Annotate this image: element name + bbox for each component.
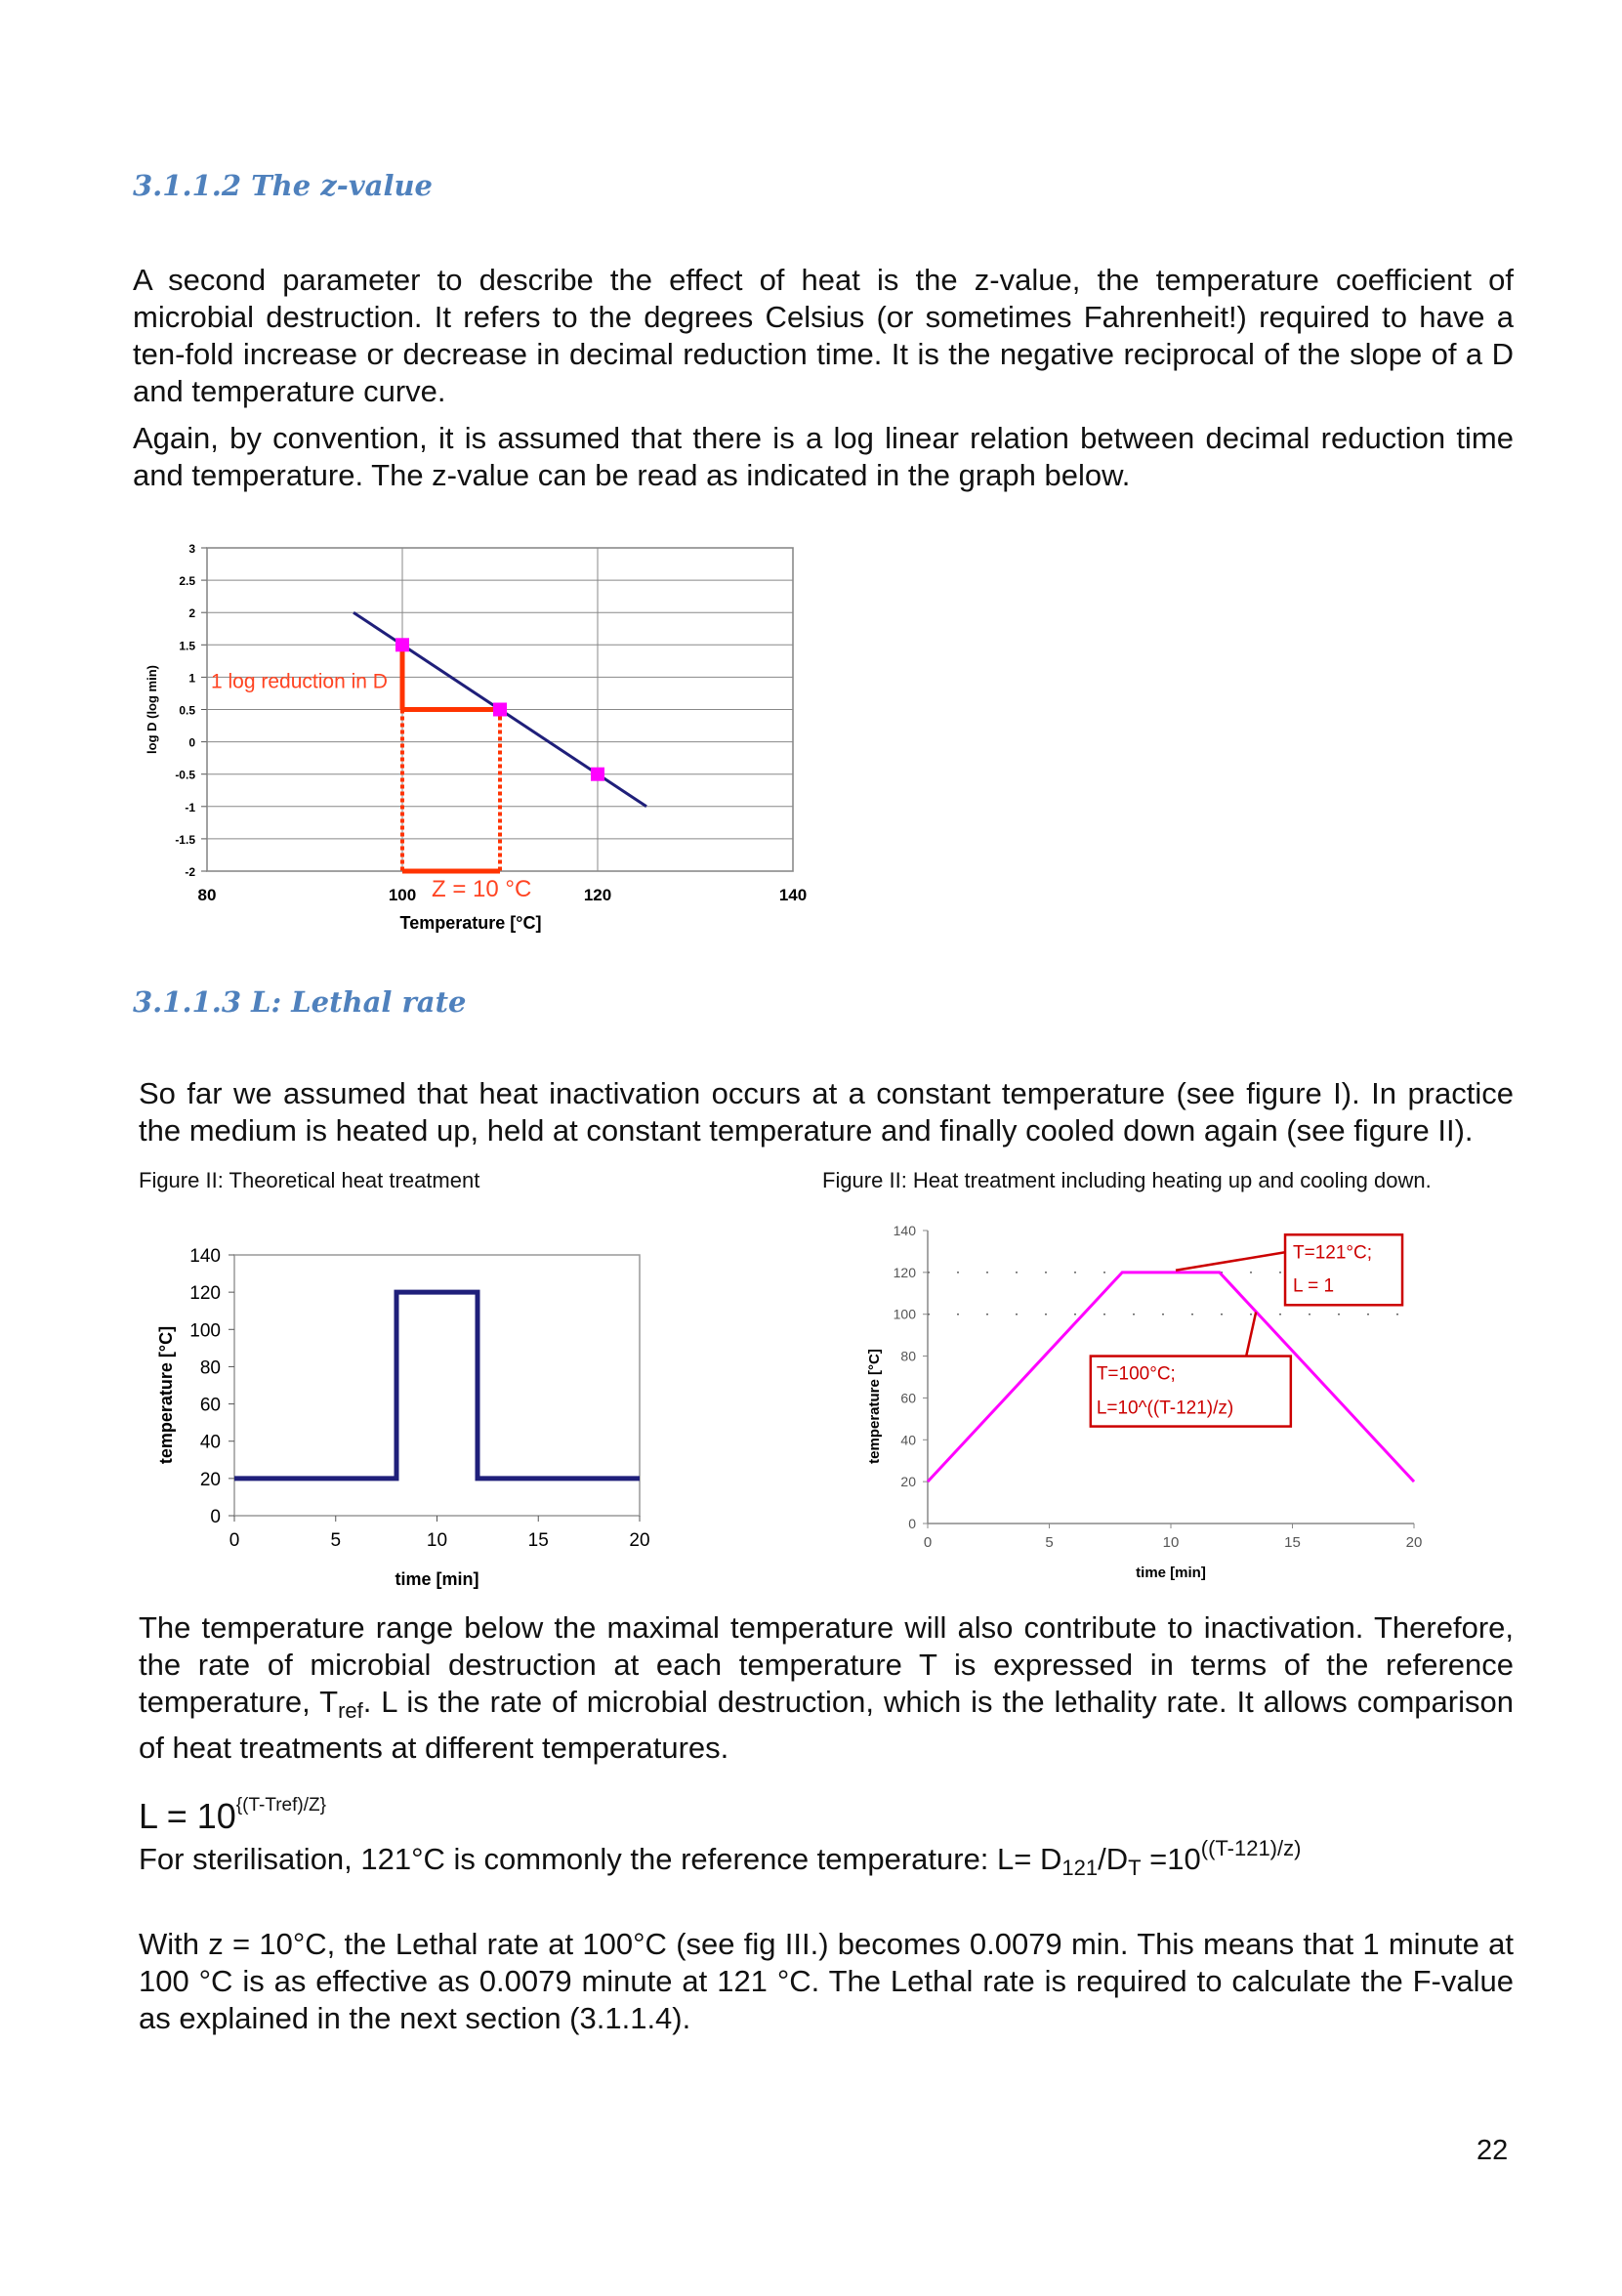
steril-text-c: =10 [1141,1842,1201,1876]
x-tick-label: 80 [197,886,217,904]
y-tick-label: 60 [199,1395,221,1416]
x-tick-label: 140 [778,886,808,904]
x-tick-label: 20 [1405,1534,1423,1551]
y-axis-label: temperature [°C] [156,1325,176,1465]
y-tick-label: -0.5 [175,768,195,782]
y-tick-label: 1.5 [179,639,195,653]
formula-exponent: {(T-Tref)/Z} [235,1795,326,1816]
y-tick-label: 20 [900,1474,916,1490]
x-tick-label: 0 [923,1534,933,1551]
y-axis-label: temperature [°C] [866,1349,883,1464]
y-tick-label: 3 [188,542,195,556]
paragraph-heat-inactivation: So far we assumed that heat inactivation occurs at a constant temperature (see figure I). In practice the medium is heated up, held at constant temperature and finally cooled down again (see figure II). [139,1076,1514,1148]
y-tick-label: 40 [900,1432,916,1448]
y-tick-label: 100 [189,1320,221,1342]
steril-sub-t: T [1128,1856,1142,1880]
section-heading-lethal-rate: 3.1.1.3 L: Lethal rate [133,985,467,1019]
section-heading-z-value: 3.1.1.2 The z-value [133,169,434,202]
figure-caption-right: Figure II: Heat treatment including heating up and cooling down. [822,1168,1432,1192]
x-axis-label: Temperature [°C] [399,913,542,933]
steril-text-b: /D [1098,1842,1129,1876]
annotation-text: L = 1 [1293,1275,1335,1297]
x-tick-label: 15 [527,1530,549,1551]
x-tick-label: 5 [1045,1534,1054,1551]
paragraph-lethal-rate-example: With z = 10°C, the Lethal rate at 100°C (see fig III.) becomes 0.0079 min. This means that 1 minute at 100 °C is as effective as 0.0079 minute at 121 °C. The Lethal rate is required to calculate the F-value as explained in the next section (3.1.1.4). [139,1927,1514,2035]
steril-exponent: ((T-121)/z) [1200,1836,1302,1860]
y-tick-label: 0 [210,1507,221,1527]
steril-text-a: For sterilisation, 121°C is commonly the reference temperature: L= D [139,1842,1062,1876]
x-tick-label: 10 [426,1530,448,1551]
callout-line-100 [1246,1313,1256,1357]
steril-sub-121: 121 [1061,1856,1099,1880]
y-tick-label: 60 [900,1390,916,1406]
data-point-marker [591,768,604,781]
y-tick-label: -1.5 [175,832,195,847]
x-tick-label: 120 [583,886,612,904]
y-tick-label: 1 [188,671,195,686]
lethality-text-a: The temperature range below the maximal temperature will also contribute to inactivation. Therefore, the rate of microbial destruction at each temperature T is expressed in terms of the reference temperature, T [139,1610,1514,1719]
chart-logd-temperature [137,532,820,952]
figure-caption-left: Figure II: Theoretical heat treatment [139,1168,480,1192]
annotation-text: T=121°C; [1293,1242,1373,1264]
formula-lethal-rate [139,1795,326,1837]
y-tick-label: -2 [185,865,195,879]
x-tick-label: 10 [1162,1534,1180,1551]
chart-theoretical-heat-treatment [146,1226,664,1602]
annotation-z-value: Z = 10 °C [432,876,532,902]
callout-line-121 [1176,1252,1285,1270]
paragraph-log-linear: Again, by convention, it is assumed that there is a log linear relation between decimal reduction time and temperature. The z-value can be read as indicated in the graph below. [133,421,1514,492]
y-tick-label: 100 [893,1306,916,1322]
y-axis-label: log D (log min) [145,665,159,754]
paragraph-lethality-rate [139,1609,1514,1767]
y-tick-label: 0 [908,1516,916,1531]
y-tick-label: 2 [188,606,195,621]
y-tick-label: 80 [199,1357,221,1379]
annotation-text: T=100°C; [1096,1363,1176,1385]
x-axis-label: time [min] [1136,1565,1206,1581]
x-tick-label: 5 [330,1530,342,1551]
x-tick-label: 20 [629,1530,650,1551]
y-tick-label: 0 [188,735,195,750]
x-axis-label: time [min] [395,1569,479,1589]
y-tick-label: 40 [199,1432,221,1453]
tref-subscript: ref [338,1698,363,1723]
page-number: 22 [1476,2135,1509,2166]
annotation-log-reduction: 1 log reduction in D [211,670,388,693]
chart-heating-cooling [859,1219,1445,1600]
x-tick-label: 0 [229,1530,240,1551]
y-tick-label: 0.5 [179,703,195,718]
annotation-text: L=10^((T-121)/z) [1096,1398,1234,1419]
y-tick-label: 140 [189,1246,221,1267]
x-tick-label: 15 [1284,1534,1301,1551]
data-point-marker [395,638,409,651]
paragraph-z-value-definition: A second parameter to describe the effect of heat is the z-value, the temperature coefficient of microbial destruction. It refers to the degrees Celsius (or sometimes Fahrenheit!) required to have a ten-fold increase or decrease in decimal reduction time. It is the negative reciprocal of the slope of a D and temperature curve. [133,263,1514,408]
y-tick-label: 120 [893,1264,916,1280]
formula-base: L = 10 [139,1796,236,1836]
y-tick-label: 120 [189,1283,221,1305]
y-tick-label: 2.5 [179,574,195,589]
sterilisation-formula-line [139,1836,1301,1881]
data-point-marker [493,703,507,717]
y-tick-label: 140 [893,1223,916,1238]
y-tick-label: -1 [185,800,195,814]
y-tick-label: 20 [199,1469,221,1490]
lethality-text-b: . L is the rate of microbial destruction, which is the lethality rate. It allows comparison of heat treatments at different temperatures. [139,1685,1514,1765]
x-tick-label: 100 [388,886,417,904]
y-tick-label: 80 [900,1348,916,1364]
